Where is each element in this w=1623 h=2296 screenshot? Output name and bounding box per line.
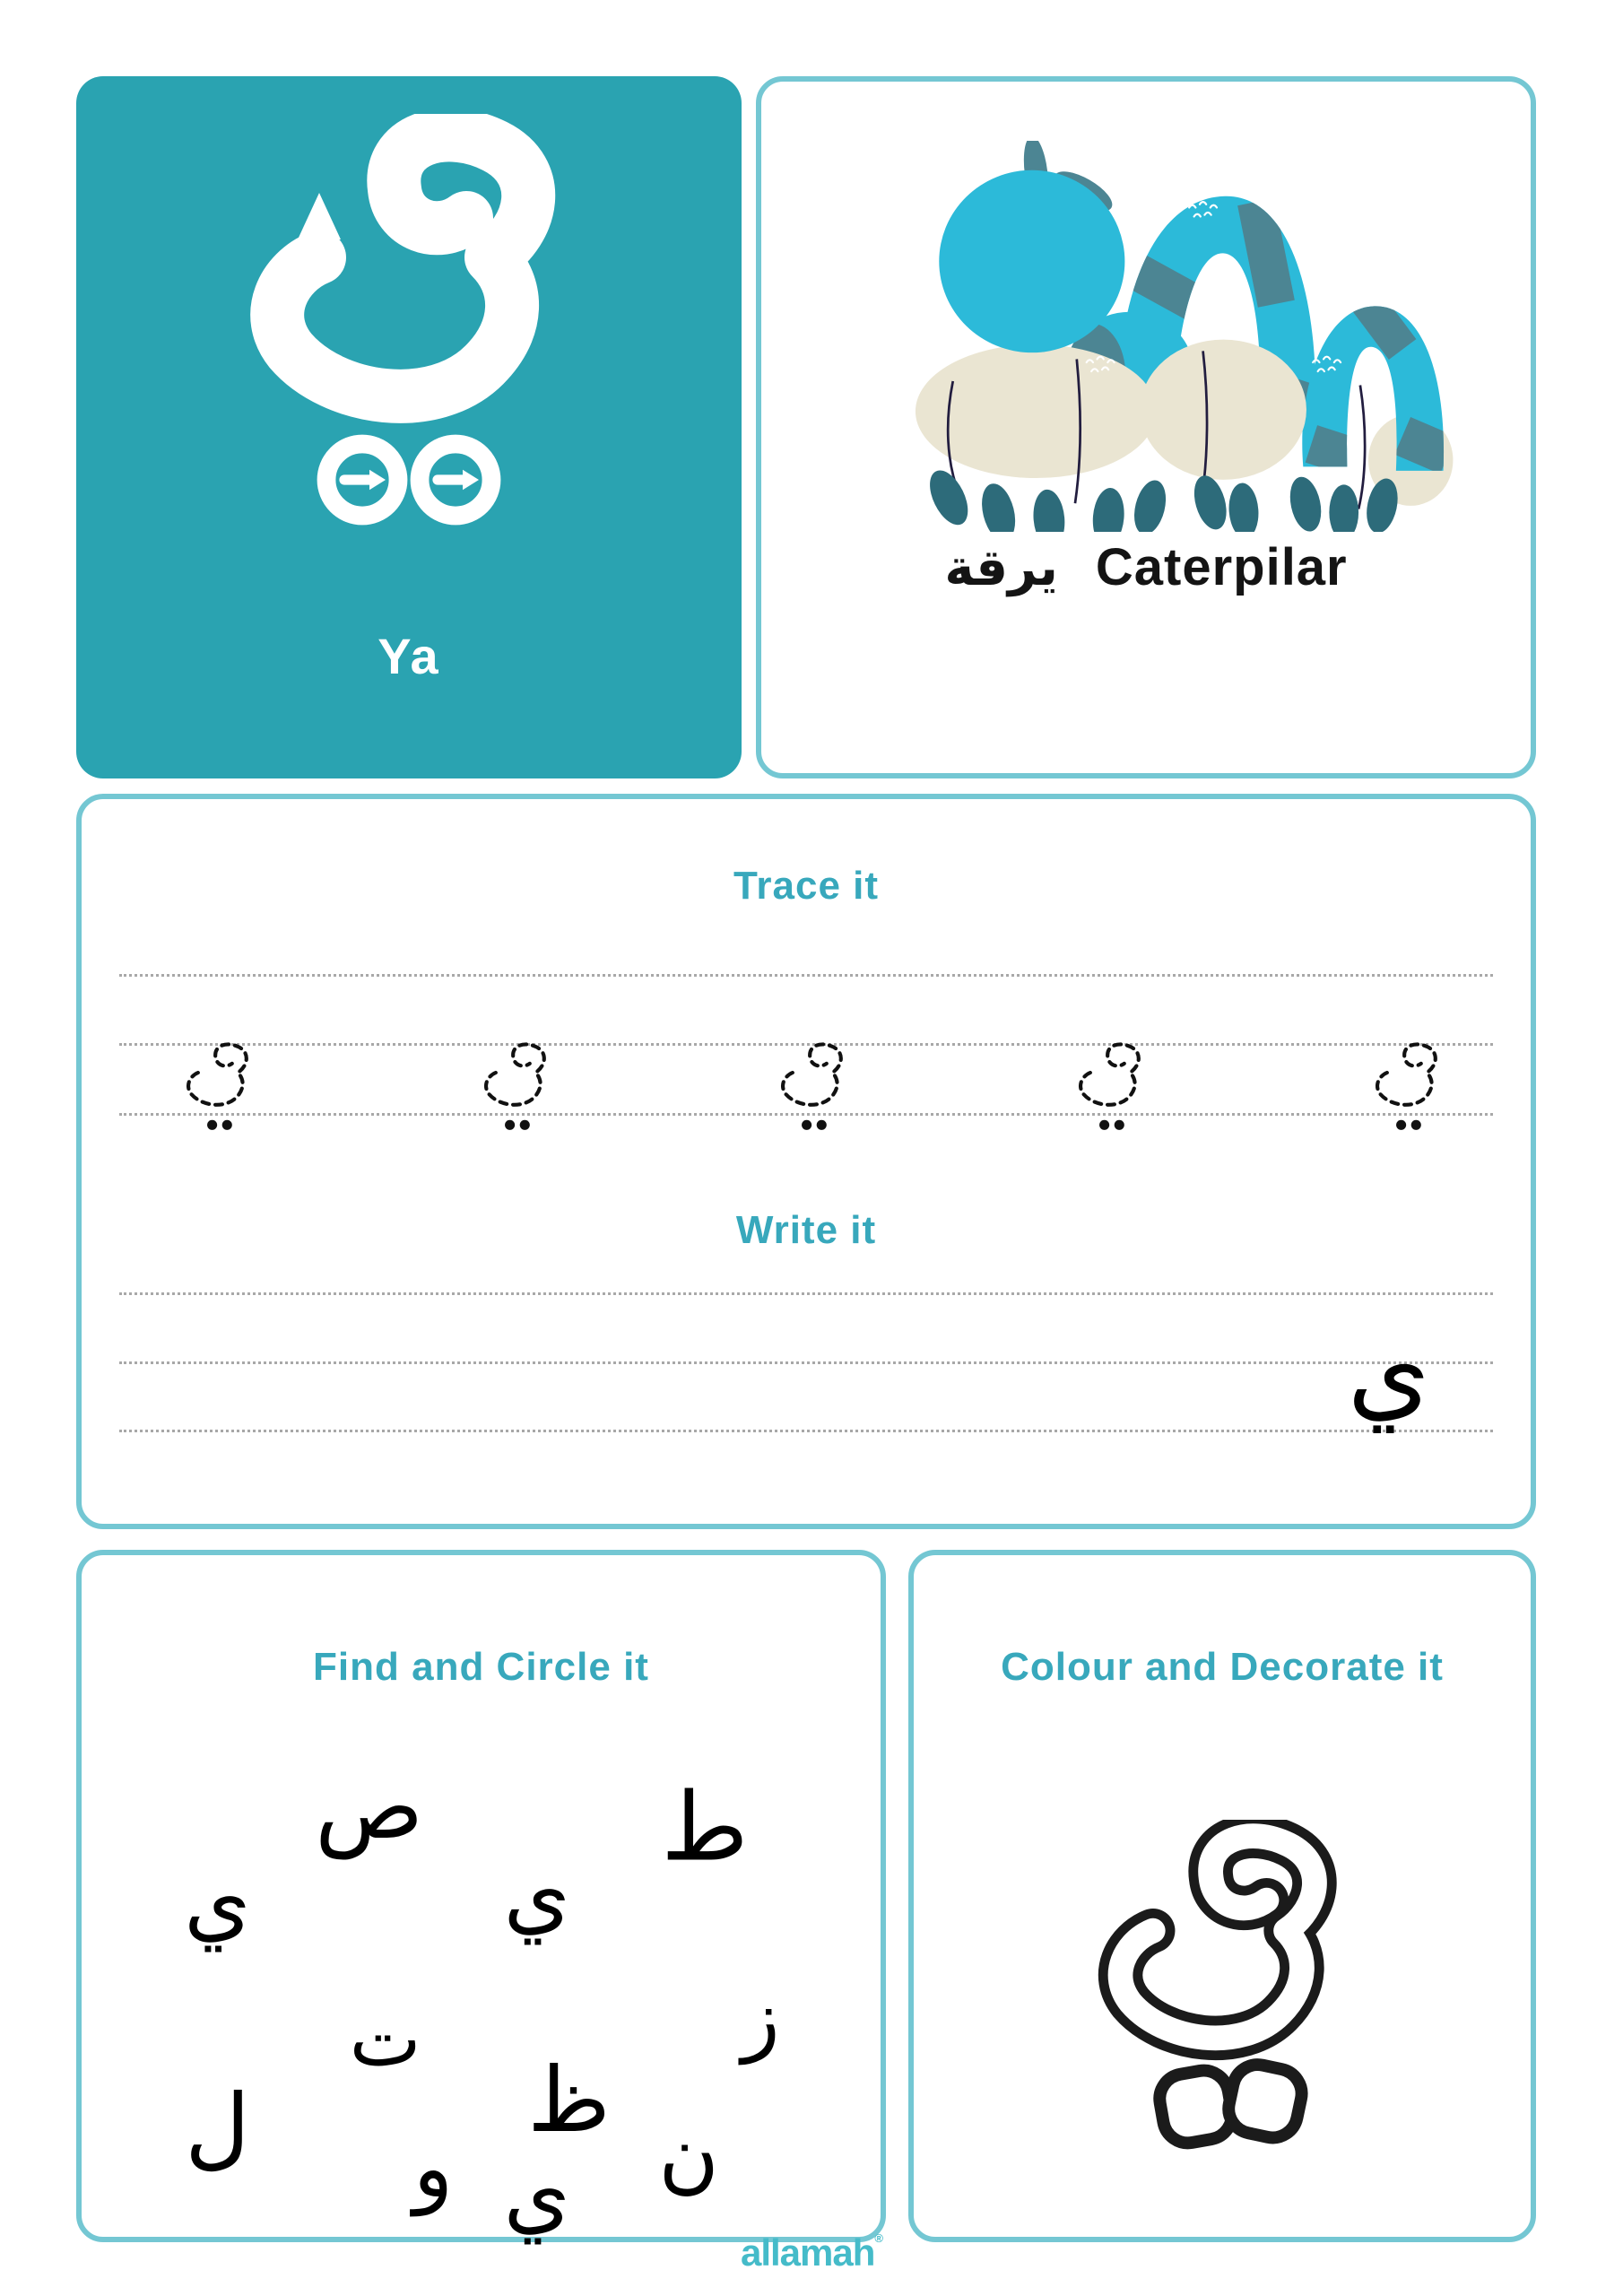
sample-letter: ي: [1347, 1309, 1430, 1432]
ruled-line: [119, 1430, 1493, 1432]
scatter-letter[interactable]: ز: [742, 1971, 780, 2065]
traceable-letter-road[interactable]: [212, 114, 606, 544]
find-title: Find and Circle it: [313, 1645, 649, 1689]
colour-card: [908, 1550, 1536, 2242]
trace-direction-arrow-icon: [298, 193, 341, 239]
footer: [0, 2231, 1623, 2274]
scatter-letter[interactable]: ل: [185, 2074, 250, 2180]
caterpillar-illustration: [832, 141, 1460, 532]
scatter-letter[interactable]: ط: [661, 1772, 749, 1883]
trace-letter-target[interactable]: [768, 1039, 859, 1139]
word-card: [756, 76, 1536, 778]
word-arabic: يرقة: [944, 539, 1058, 597]
word-english: Caterpilar: [1095, 538, 1348, 596]
trace-letter-target[interactable]: [1362, 1039, 1454, 1139]
colour-title: Colour and Decorate it: [1001, 1645, 1444, 1689]
scatter-letter[interactable]: ي: [503, 2145, 571, 2245]
letter-dot-ring: [326, 444, 398, 516]
letter-dot-outline: [1156, 2060, 1306, 2147]
scatter-letter[interactable]: ي: [184, 1853, 251, 1952]
ruled-line: [119, 974, 1493, 977]
trace-letter-target[interactable]: [1065, 1039, 1157, 1139]
letter-card: [76, 76, 742, 778]
scatter-letter[interactable]: ي: [503, 1846, 571, 1945]
ruled-line: [119, 1292, 1493, 1295]
practice-card: [76, 794, 1536, 1529]
brand-logo: allamah®: [740, 2231, 882, 2274]
colouring-letter[interactable]: [1070, 1820, 1375, 2152]
trace-letter-target[interactable]: [173, 1039, 265, 1139]
scatter-letter[interactable]: و: [412, 2120, 454, 2216]
find-card: [76, 1550, 886, 2245]
trace-title: Trace it: [733, 864, 880, 908]
scatter-letter[interactable]: ن: [658, 2106, 719, 2203]
scatter-letter[interactable]: ظ: [527, 2048, 611, 2152]
scatter-letter[interactable]: ت: [349, 1995, 421, 2084]
word-caption: [761, 537, 1531, 597]
scatter-letter[interactable]: ص: [315, 1754, 424, 1860]
write-title: Write it: [735, 1208, 877, 1252]
letter-name-label: Ya: [378, 628, 440, 684]
trace-row: [82, 1039, 1531, 1139]
letter-dot-ring: [420, 444, 491, 516]
trace-letter-target[interactable]: [471, 1039, 562, 1139]
ruled-line: [119, 1361, 1493, 1364]
